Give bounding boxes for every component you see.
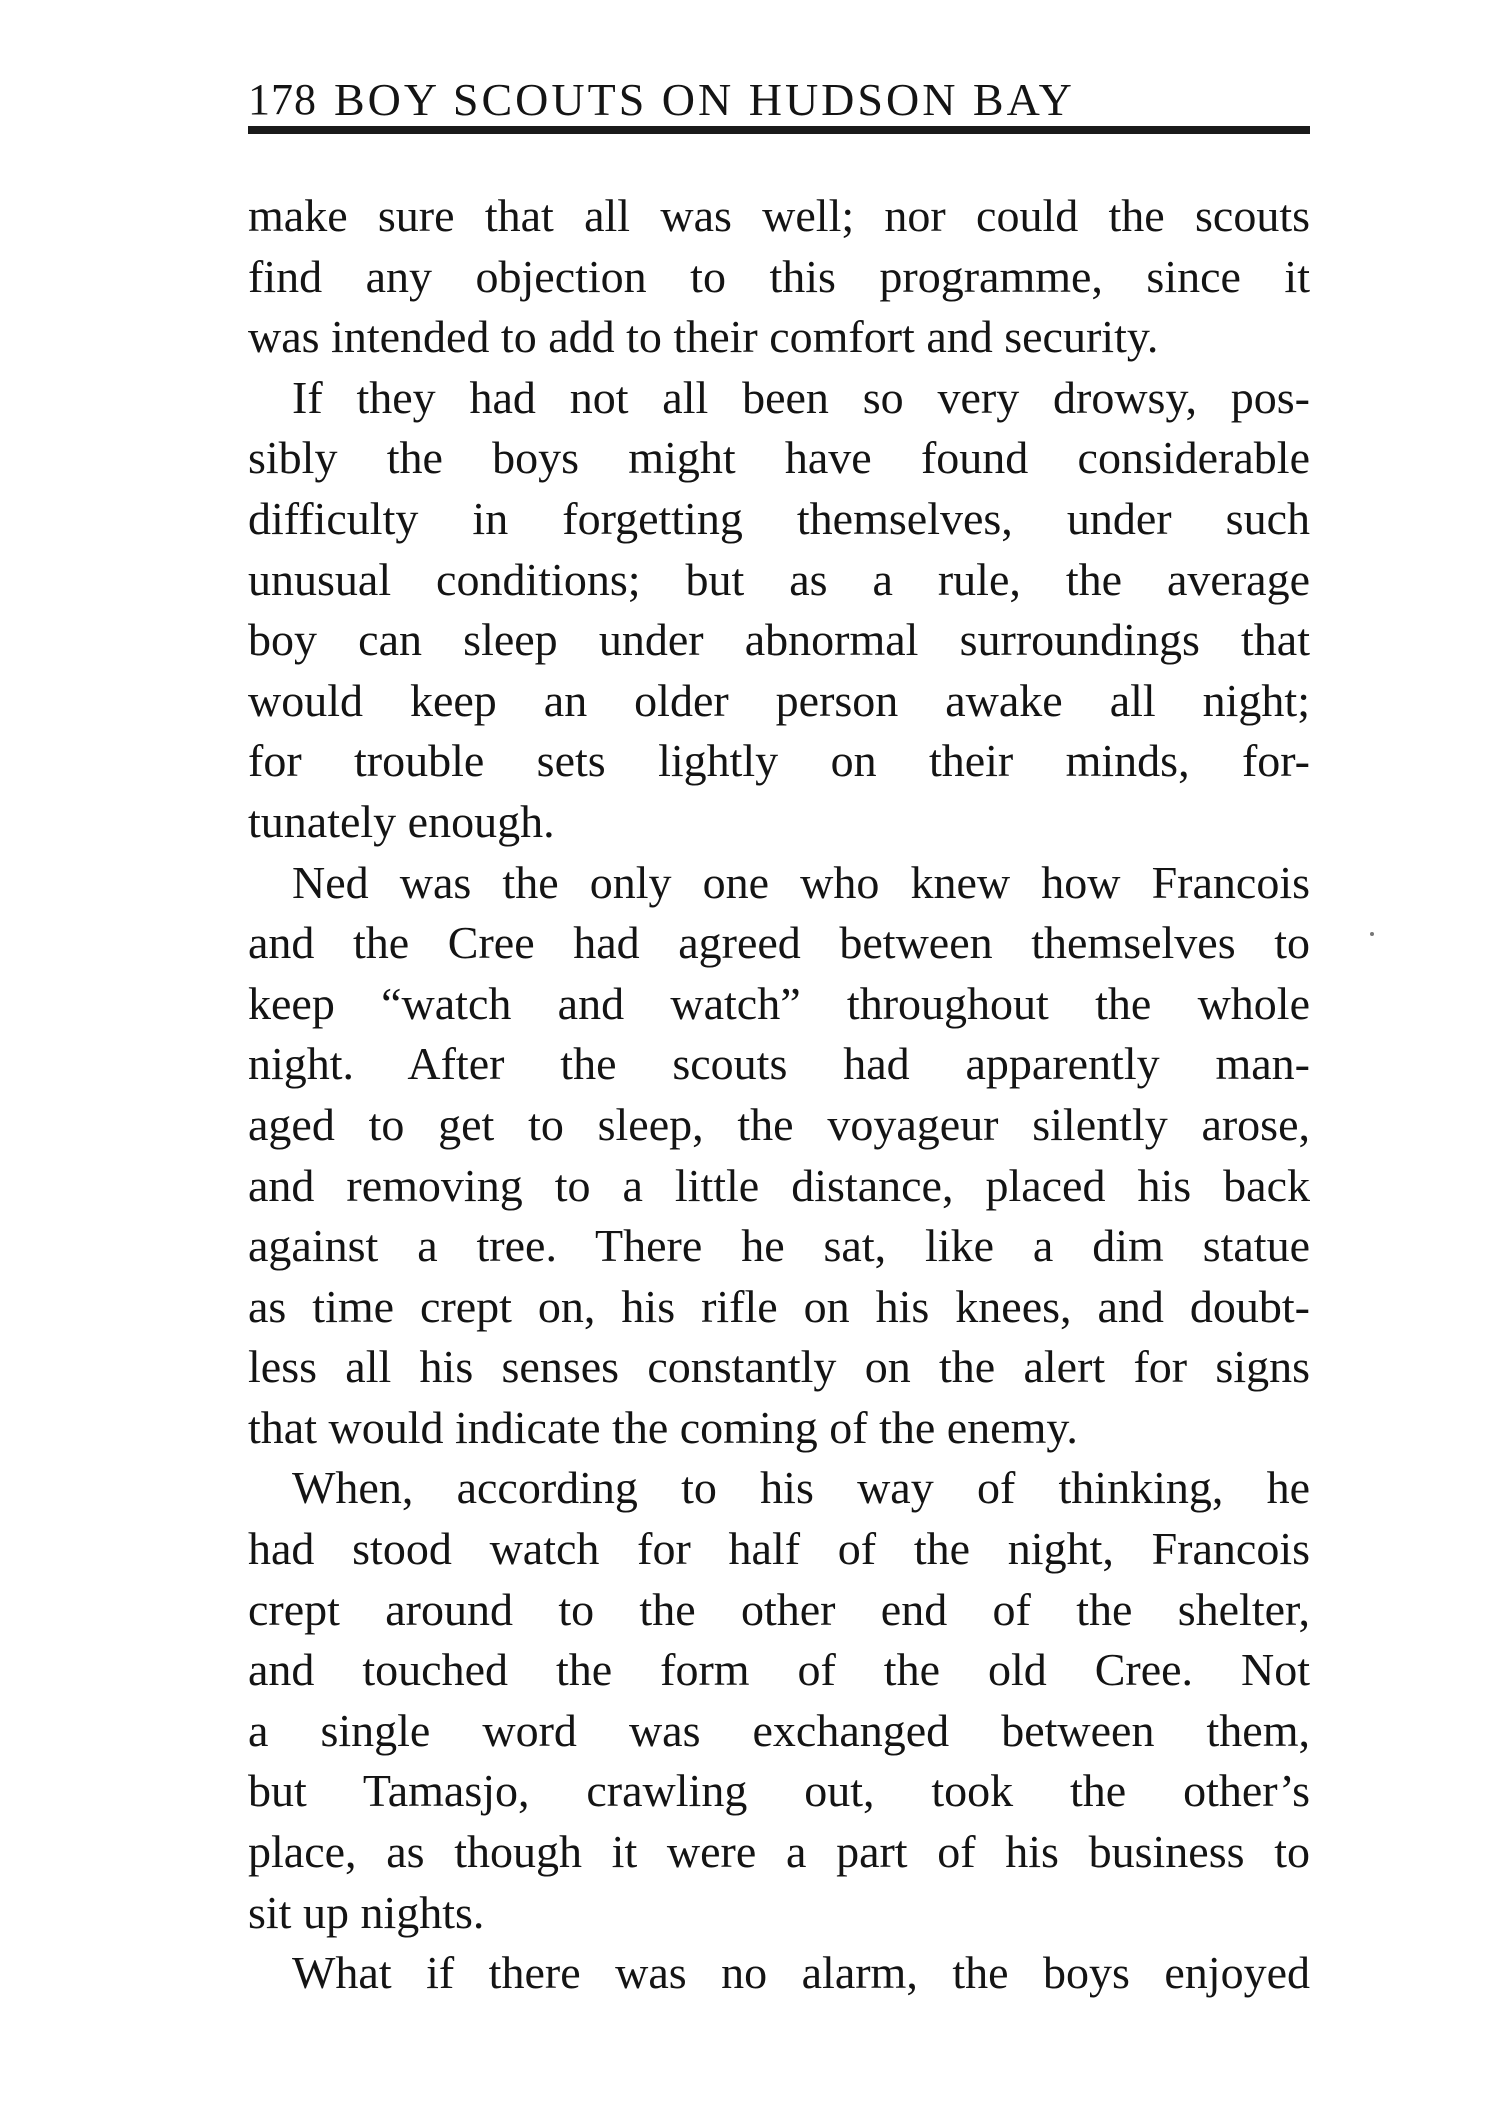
text-line: find any objection to this programme, since it [248, 250, 1310, 302]
text-line: boy can sleep under abnormal surroundings that [248, 614, 1310, 666]
text-line: had stood watch for half of the night, Francois [248, 1523, 1310, 1575]
text-line: for trouble sets lightly on their minds, for- [248, 735, 1310, 787]
text-line: place, as though it were a part of his business to [248, 1826, 1310, 1878]
text-line: sibly the boys might have found considerable [248, 432, 1310, 484]
text-line: would keep an older person awake all night; [248, 674, 1310, 726]
text-line: and removing to a little distance, placed his back [248, 1159, 1310, 1211]
text-line: sit up nights. [248, 1886, 485, 1938]
text-line: unusual conditions; but as a rule, the average [248, 553, 1310, 605]
text-line: less all his senses constantly on the alert for signs [248, 1341, 1310, 1393]
text-line: as time crept on, his rifle on his knees, and doubt- [248, 1280, 1310, 1332]
page-number: 178 [248, 75, 317, 124]
page-header [248, 62, 1310, 132]
text-line: aged to get to sleep, the voyageur silently arose, [248, 1098, 1310, 1150]
text-line: night. After the scouts had apparently man- [248, 1038, 1310, 1090]
text-line: and the Cree had agreed between themselves to [248, 917, 1310, 969]
body-text [248, 186, 1310, 2004]
text-line: and touched the form of the old Cree. Not [248, 1644, 1310, 1696]
text-line: was intended to add to their comfort and security. [248, 311, 1159, 363]
text-line: but Tamasjo, crawling out, took the other’s [248, 1765, 1310, 1817]
text-line: If they had not all been so very drowsy, pos- [292, 371, 1310, 423]
running-title: BOY SCOUTS ON HUDSON BAY [334, 74, 1075, 125]
text-line: What if there was no alarm, the boys enjoyed [292, 1947, 1310, 1999]
text-line: that would indicate the coming of the enemy. [248, 1401, 1078, 1453]
text-line: crept around to the other end of the shelter, [248, 1583, 1310, 1635]
text-line: difficulty in forgetting themselves, under such [248, 492, 1310, 544]
header-rule [248, 126, 1310, 134]
text-line: Ned was the only one who knew how Francois [292, 856, 1310, 908]
text-line: make sure that all was well; nor could the scouts [248, 190, 1310, 241]
print-speck [1370, 932, 1374, 936]
text-line: When, according to his way of thinking, he [292, 1462, 1310, 1514]
text-line: against a tree. There he sat, like a dim statue [248, 1220, 1310, 1272]
text-line: tunately enough. [248, 795, 555, 847]
text-line: a single word was exchanged between them, [248, 1704, 1310, 1756]
text-line: keep “watch and watch” throughout the whole [248, 977, 1310, 1029]
